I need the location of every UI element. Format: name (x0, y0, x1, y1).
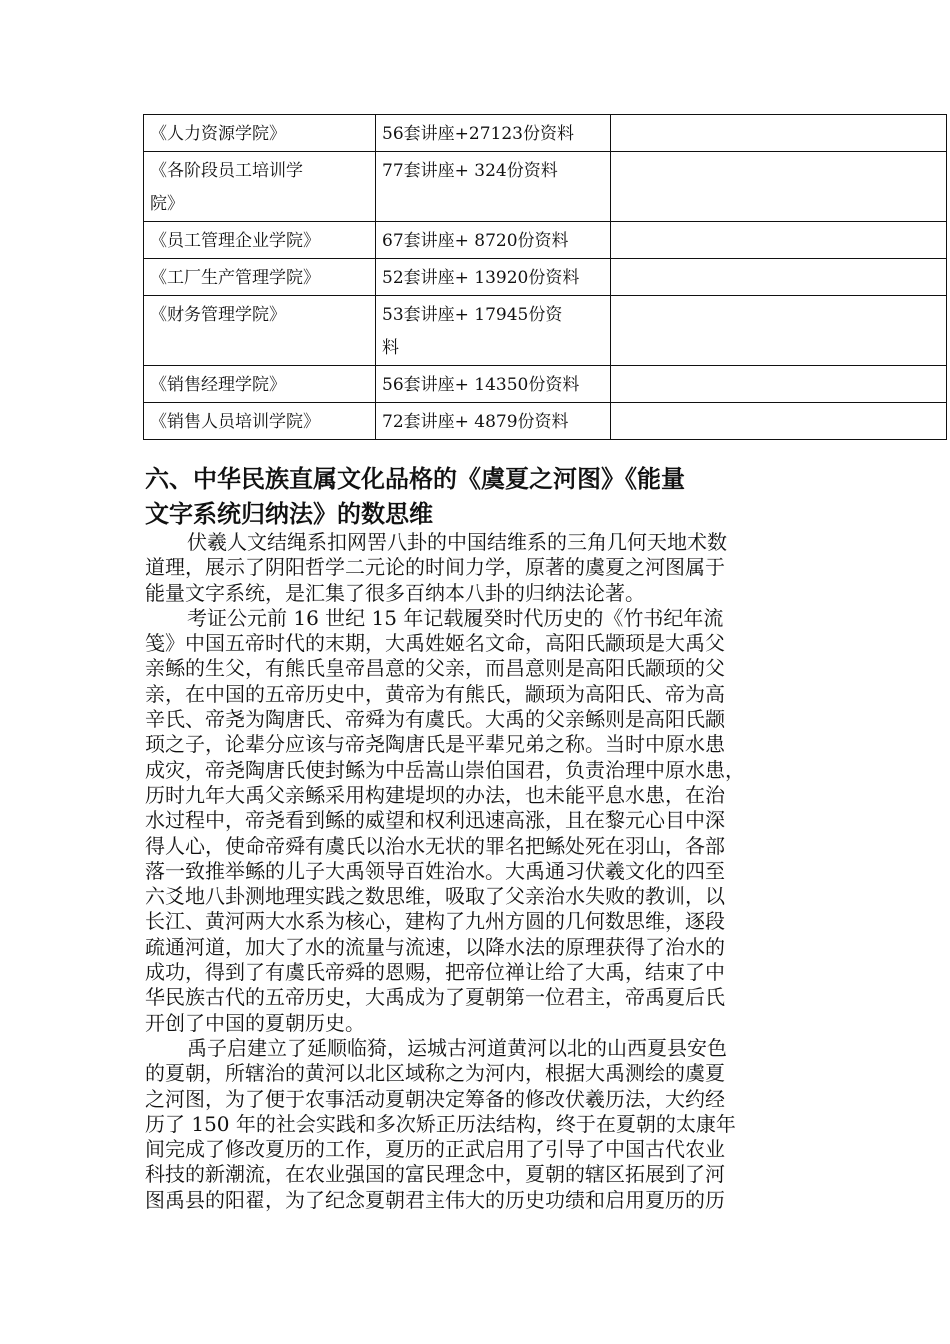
course-name-cell (144, 115, 376, 152)
course-name-cell (144, 222, 376, 259)
course-note-cell (611, 115, 947, 152)
paragraph-line: 辛氏、帝尧为陶唐氏、帝舜为有虞氏。大禹的父亲鲧则是高阳氏颛 (145, 707, 725, 732)
paragraph-line: 落一致推举鲧的儿子大禹领导百姓治水。大禹通习伏羲文化的四至 (145, 858, 725, 883)
body-paragraph (145, 606, 825, 1036)
body-paragraph (145, 1036, 825, 1213)
heading-line-1: 六、中华民族直属文化品格的《虞夏之河图》《能量 (145, 465, 685, 493)
course-note-cell (611, 259, 947, 296)
course-count-text: 56套讲座+ 14350份资料 (382, 375, 580, 395)
paragraph-line: 能量文字系统，是汇集了很多百纳本八卦的归纳法论著。 (145, 580, 645, 605)
course-note-cell (611, 152, 947, 222)
paragraph-line: 历了 150 年的社会实践和多次矫正历法结构，终于在夏朝的太康年 (145, 1111, 736, 1136)
course-count-text: 77套讲座+ 324份资料 (382, 161, 558, 181)
course-name-text: 《人力资源学院》 (150, 124, 286, 144)
paragraph-line: 历时九年大禹父亲鲧采用构建堤坝的办法，也未能平息水患，在治 (145, 782, 725, 807)
table-body (144, 115, 947, 440)
course-note-cell (611, 296, 947, 366)
paragraph-line: 伏羲人文结绳系扣网罟八卦的中国结维系的三角几何天地术数 (187, 530, 727, 554)
course-name-text: 《员工管理企业学院》 (150, 231, 320, 251)
course-count-text: 72套讲座+ 4879份资料 (382, 412, 569, 432)
course-name-cell (144, 152, 376, 222)
course-count-cell (376, 152, 611, 222)
paragraph-line: 的夏朝，所辖治的黄河以北区域称之为河内，根据大禹测绘的虞夏 (145, 1061, 725, 1086)
course-count-cell (376, 403, 611, 440)
table-row (144, 259, 947, 296)
paragraph-line: 水过程中，帝尧看到鲧的威望和权利迅速高涨，且在黎元心目中深 (145, 808, 725, 833)
paragraph-line: 之河图，为了便于农事活动夏朝决定筹备的修改伏羲历法，大约经 (145, 1086, 725, 1111)
course-count-cell (376, 115, 611, 152)
body-text (145, 530, 825, 1213)
paragraph-line: 考证公元前 16 世纪 15 年记载履癸时代历史的《竹书纪年流 (187, 605, 724, 630)
course-name-text: 《财务管理学院》 (150, 305, 286, 325)
paragraph-line: 间完成了修改夏历的工作，夏历的正武启用了引导了中国古代农业 (145, 1137, 725, 1162)
course-name-cell (144, 259, 376, 296)
course-name-text: 《工厂生产管理学院》 (150, 268, 320, 288)
course-count-text: 67套讲座+ 8720份资料 (382, 231, 569, 251)
table-row (144, 222, 947, 259)
paragraph-line: 六爻地八卦测地理实践之数思维，吸取了父亲治水失败的教训，以 (145, 884, 725, 909)
course-name-text: 《各阶段员工培训学 (150, 161, 303, 181)
table-row (144, 152, 947, 222)
course-table (143, 114, 947, 440)
course-name-cell (144, 366, 376, 403)
paragraph-line: 开创了中国的夏朝历史。 (145, 1010, 365, 1035)
course-count-cell (376, 259, 611, 296)
course-note-cell (611, 222, 947, 259)
course-name-text: 《销售人员培训学院》 (150, 412, 320, 432)
paragraph-line: 图禹县的阳翟，为了纪念夏朝君主伟大的历史功绩和启用夏历的历 (145, 1187, 725, 1212)
paragraph-line: 笺》中国五帝时代的末期，大禹姓姬名文命，高阳氏颛顼是大禹父 (145, 631, 725, 656)
paragraph-line: 华民族古代的五帝历史，大禹成为了夏朝第一位君主，帝禹夏后氏 (145, 985, 725, 1010)
paragraph-line: 得人心，使命帝舜有虞氏以治水无状的罪名把鲧处死在羽山，各部 (145, 833, 725, 858)
paragraph-line: 成灾，帝尧陶唐氏使封鲧为中岳嵩山崇伯国君，负责治理中原水患， (145, 757, 745, 782)
section-heading (145, 462, 845, 532)
table-row (144, 115, 947, 152)
course-count-text: 53套讲座+ 17945份资 (382, 305, 563, 325)
course-name-cell (144, 296, 376, 366)
paragraph-line: 疏通河道，加大了水的流量与流速，以降水法的原理获得了治水的 (145, 934, 725, 959)
course-count-text: 52套讲座+ 13920份资料 (382, 268, 580, 288)
course-name-cell (144, 403, 376, 440)
heading-line-2: 文字系统归纳法》的数思维 (145, 500, 433, 528)
paragraph-line: 禹子启建立了延顺临猗，运城古河道黄河以北的山西夏县安色 (187, 1035, 727, 1060)
course-count-cell (376, 222, 611, 259)
course-count-text: 料 (382, 338, 399, 358)
course-name-text: 院》 (150, 194, 184, 214)
paragraph-line: 科技的新潮流，在农业强国的富民理念中，夏朝的辖区拓展到了河 (145, 1162, 725, 1187)
paragraph-line: 亲鲧的生父，有熊氏皇帝昌意的父亲，而昌意则是高阳氏颛顼的父 (145, 656, 725, 681)
course-count-cell (376, 366, 611, 403)
paragraph-line: 道理，展示了阴阳哲学二元论的时间力学，原著的虞夏之河图属于 (145, 555, 725, 580)
table-row (144, 366, 947, 403)
paragraph-line: 成功，得到了有虞氏帝舜的恩赐，把帝位禅让给了大禹，结束了中 (145, 960, 725, 985)
body-paragraph (145, 530, 825, 606)
paragraph-line: 顼之子，论辈分应该与帝尧陶唐氏是平辈兄弟之称。当时中原水患 (145, 732, 725, 757)
course-count-cell (376, 296, 611, 366)
table-row (144, 296, 947, 366)
table-row (144, 403, 947, 440)
course-count-text: 56套讲座+27123份资料 (382, 124, 574, 144)
paragraph-line: 长江、黄河两大水系为核心，建构了九州方圆的几何数思维，逐段 (145, 909, 725, 934)
course-name-text: 《销售经理学院》 (150, 375, 286, 395)
course-note-cell (611, 366, 947, 403)
paragraph-line: 亲，在中国的五帝历史中，黄帝为有熊氏，颛顼为高阳氏、帝为高 (145, 681, 725, 706)
course-note-cell (611, 403, 947, 440)
